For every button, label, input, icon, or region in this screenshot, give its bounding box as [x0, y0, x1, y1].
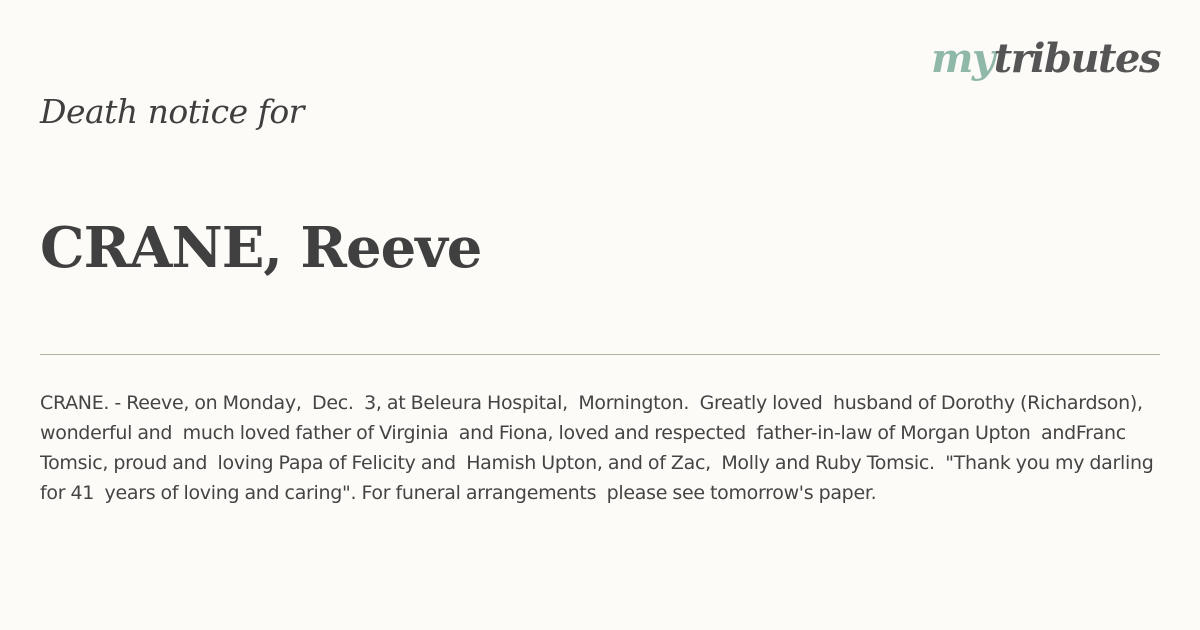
- deceased-name: CRANE, Reeve: [40, 215, 482, 281]
- logo-tributes-text: tributes: [993, 35, 1160, 82]
- mytributes-logo[interactable]: [931, 34, 1160, 84]
- notice-body-text: CRANE. - Reeve, on Monday, Dec. 3, at Beleura Hospital, Mornington. Greatly loved husband of Dorothy (Richardson), wonderful and much loved father of Virginia and Fiona, loved and respected father-in-law of Morgan Upton andFranc Tomsic, proud and loving Papa of Felicity and Hamish Upton, and of Zac, Molly and Ruby Tomsic. "Thank you my darling for 41 years of loving and caring". For funeral arrangements please see tomorrow's paper.: [40, 392, 1159, 504]
- notice-type-heading: Death notice for: [40, 92, 304, 131]
- divider: [40, 354, 1160, 355]
- logo-my-text: my: [931, 35, 994, 82]
